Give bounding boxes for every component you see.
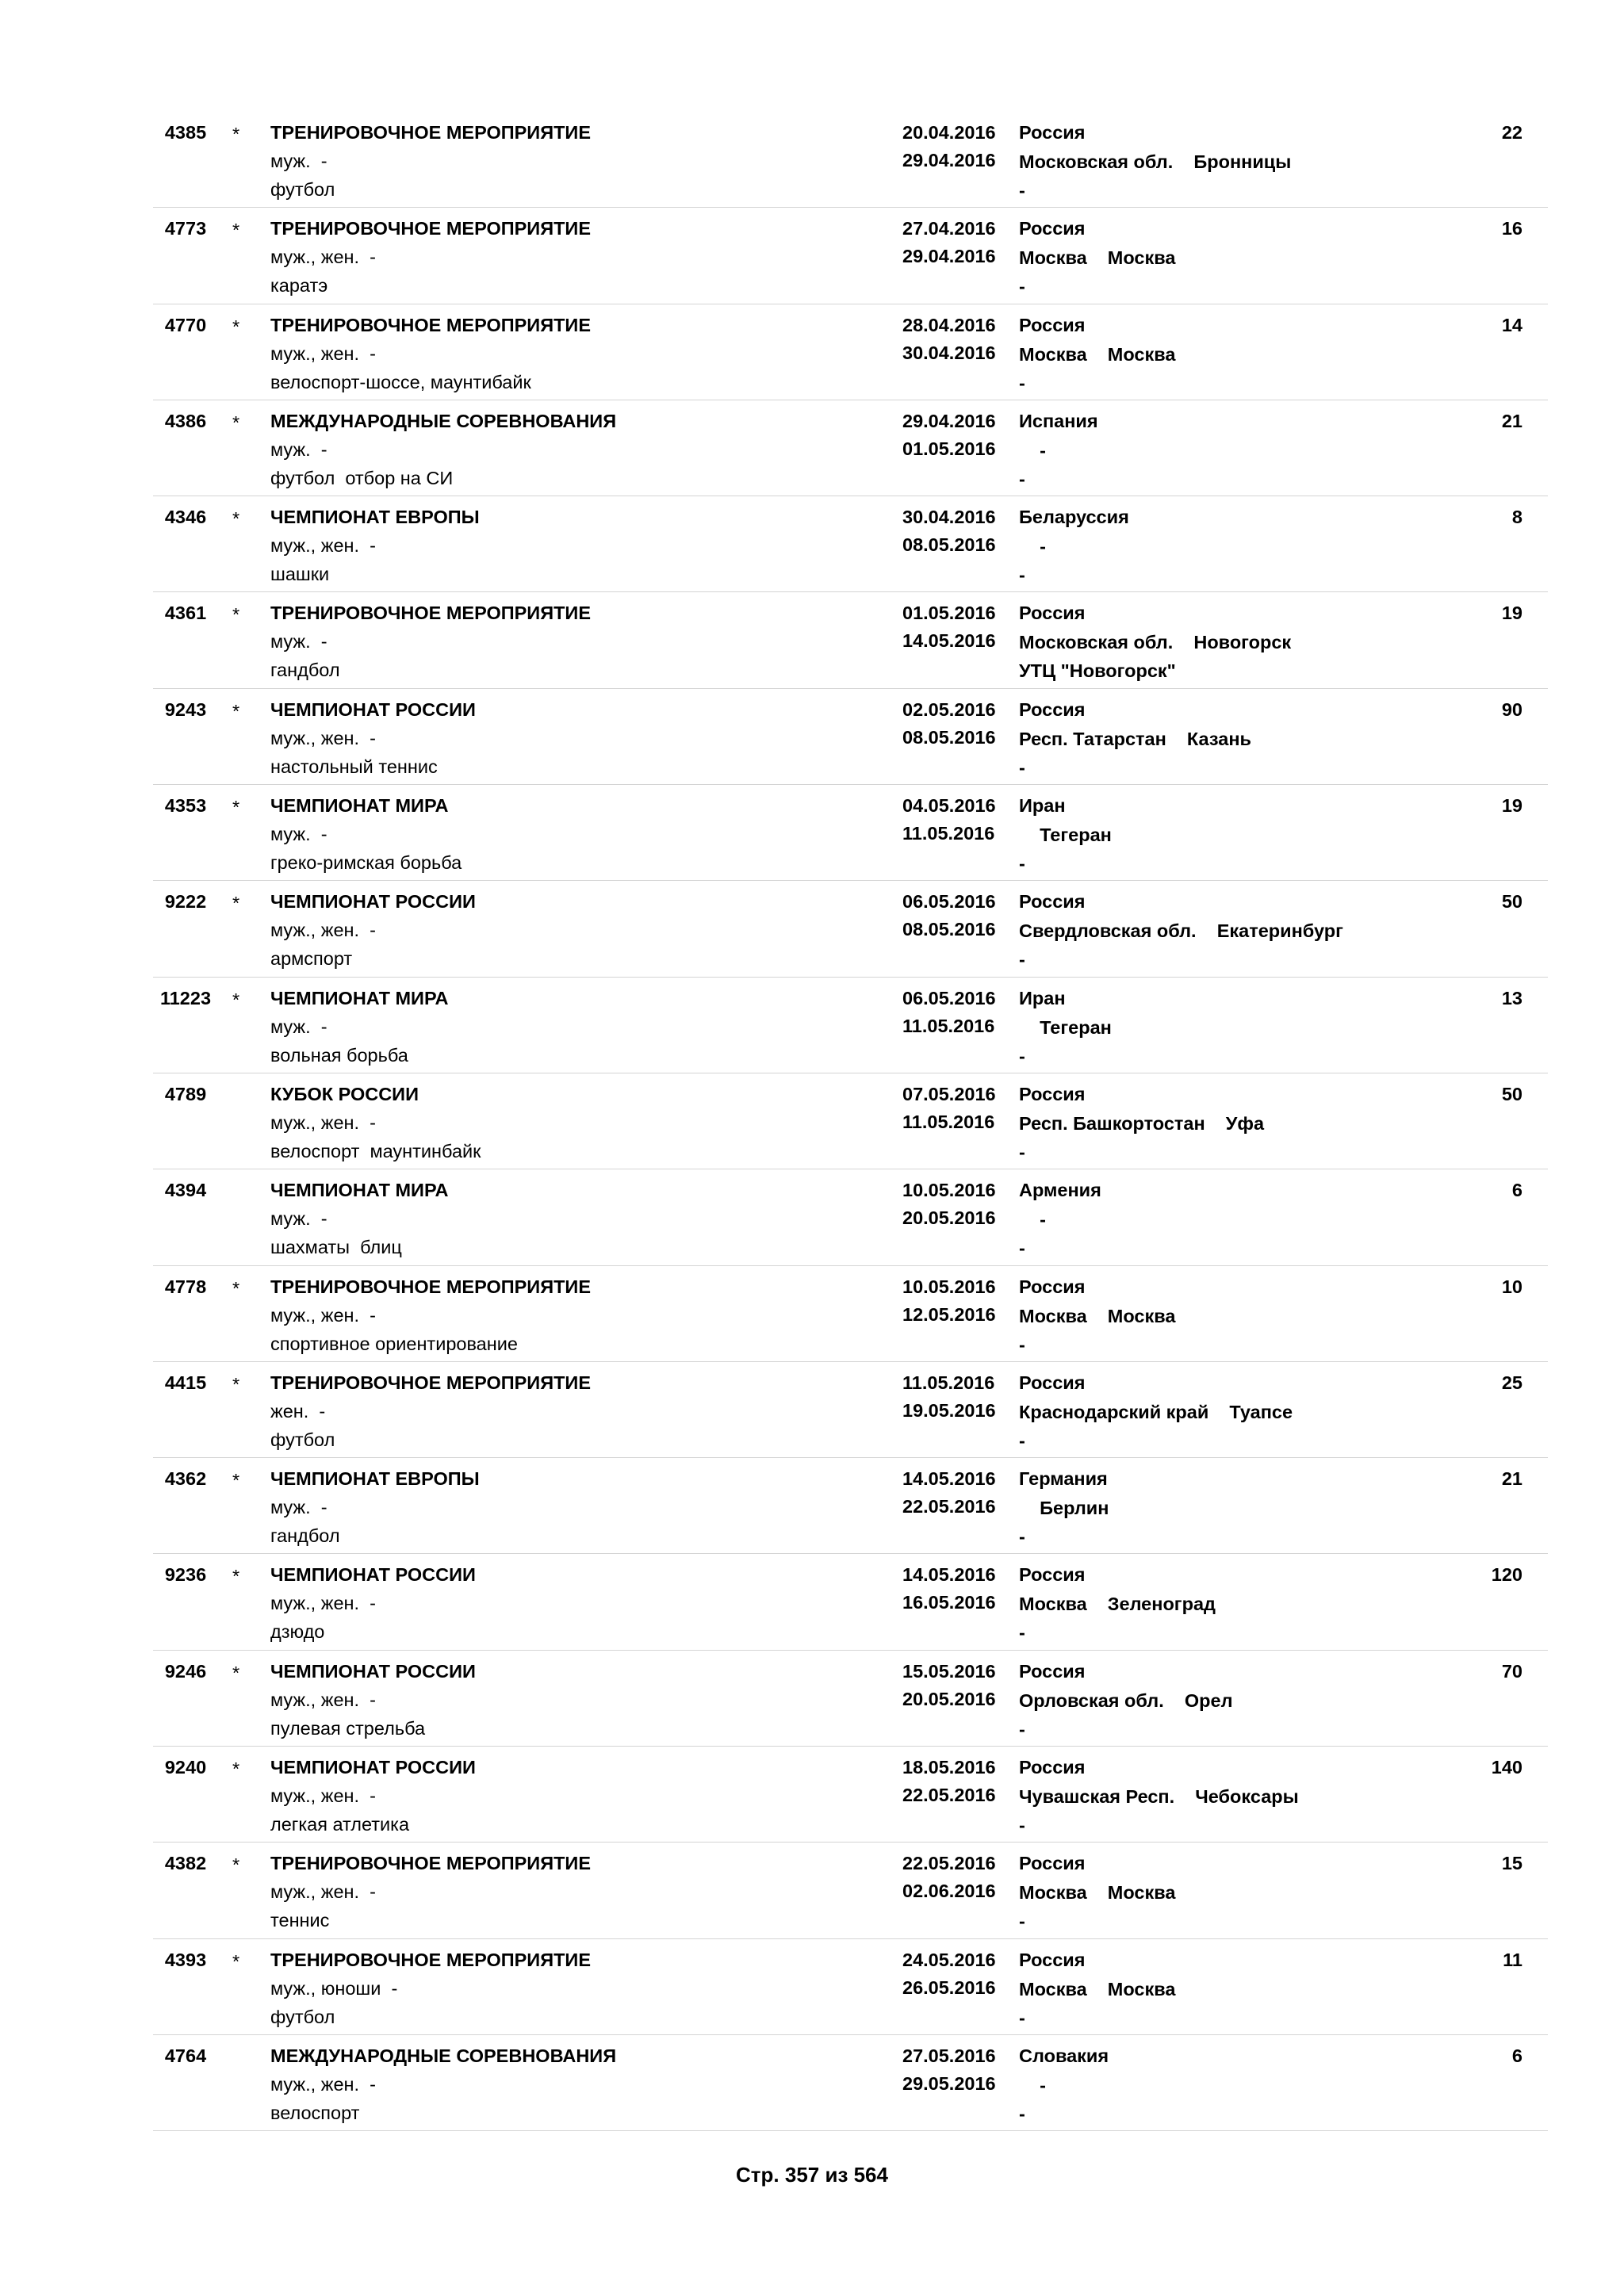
- event-sport: теннис: [270, 1910, 330, 1931]
- participant-count: 70: [1501, 1660, 1522, 1682]
- star-mark: *: [232, 124, 240, 144]
- date-start: 10.05.2016: [902, 1276, 996, 1297]
- date-start: 10.05.2016: [902, 1180, 996, 1201]
- star-mark: *: [232, 893, 240, 914]
- event-region: Респ. Татарстан Казань: [1019, 728, 1251, 749]
- event-venue: -: [1019, 1526, 1025, 1548]
- date-start: 27.04.2016: [902, 218, 996, 239]
- participant-count: 140: [1491, 1757, 1522, 1778]
- participant-count: 50: [1501, 891, 1522, 913]
- date-start: 20.04.2016: [902, 122, 996, 143]
- event-row: [153, 304, 1548, 400]
- date-end: 19.05.2016: [902, 1399, 996, 1421]
- event-region: Москва Москва: [1019, 343, 1176, 365]
- event-country: Россия: [1019, 314, 1086, 335]
- event-sport: вольная борьба: [270, 1044, 408, 1066]
- event-sex: муж., жен. -: [270, 1785, 376, 1807]
- event-id: 9236: [164, 1564, 207, 1586]
- date-end: 16.05.2016: [902, 1592, 996, 1613]
- event-sex: муж., жен. -: [270, 1112, 376, 1133]
- event-title: ТРЕНИРОВОЧНОЕ МЕРОПРИЯТИЕ: [270, 1372, 591, 1393]
- event-row: [153, 592, 1548, 688]
- star-mark: *: [232, 1758, 240, 1780]
- date-start: 01.05.2016: [902, 603, 996, 624]
- event-sport: велоспорт-шоссе, маунтибайк: [270, 371, 531, 392]
- date-end: 01.05.2016: [902, 438, 996, 459]
- star-mark: *: [232, 604, 240, 626]
- event-id: 4764: [164, 2045, 207, 2066]
- event-id: 4385: [164, 122, 207, 143]
- event-country: Испания: [1019, 410, 1098, 431]
- date-end: 20.05.2016: [902, 1207, 996, 1229]
- event-country: Германия: [1019, 1468, 1108, 1490]
- event-row: [153, 400, 1548, 496]
- event-sex: муж., юноши -: [270, 1977, 398, 1999]
- participant-count: 8: [1511, 507, 1522, 528]
- event-sport: дзюдо: [270, 1621, 325, 1643]
- event-region: Берлин: [1019, 1498, 1109, 1519]
- star-mark: *: [232, 1277, 240, 1299]
- event-row: [153, 1169, 1548, 1265]
- date-start: 27.05.2016: [902, 2045, 996, 2066]
- event-sport: спортивное ориентирование: [270, 1333, 518, 1354]
- date-start: 06.05.2016: [902, 987, 996, 1008]
- event-region: Орловская обл. Орел: [1019, 1689, 1233, 1711]
- event-region: Тегеран: [1019, 825, 1112, 846]
- event-country: Россия: [1019, 603, 1086, 624]
- event-region: Чувашская Респ. Чебоксары: [1019, 1786, 1299, 1808]
- participant-count: 25: [1501, 1372, 1522, 1393]
- event-sport: футбол: [270, 1429, 335, 1450]
- event-title: МЕЖДУНАРОДНЫЕ СОРЕВНОВАНИЯ: [270, 410, 617, 431]
- event-venue: -: [1019, 853, 1025, 874]
- event-venue: -: [1019, 2103, 1025, 2124]
- star-mark: *: [232, 316, 240, 337]
- event-id: 11223: [159, 987, 212, 1008]
- date-start: 14.05.2016: [902, 1564, 996, 1586]
- event-title: ЧЕМПИОНАТ ЕВРОПЫ: [270, 507, 480, 528]
- date-end: 30.04.2016: [902, 342, 996, 363]
- event-row: [153, 1362, 1548, 1458]
- event-sex: муж., жен. -: [270, 247, 376, 268]
- event-row: [153, 689, 1548, 785]
- participant-count: 16: [1501, 218, 1522, 239]
- page-number: Стр. 357 из 564: [736, 2163, 888, 2187]
- event-venue: -: [1019, 1238, 1025, 1259]
- event-venue: -: [1019, 1718, 1025, 1739]
- event-title: ТРЕНИРОВОЧНОЕ МЕРОПРИЯТИЕ: [270, 1949, 591, 1970]
- star-mark: *: [232, 1854, 240, 1876]
- participant-count: 19: [1501, 603, 1522, 624]
- event-sex: муж., жен. -: [270, 1304, 376, 1326]
- event-row: [153, 1073, 1548, 1169]
- event-id: 9246: [164, 1660, 207, 1682]
- participant-count: 6: [1511, 2045, 1522, 2066]
- event-region: Москва Москва: [1019, 1305, 1176, 1326]
- event-title: ТРЕНИРОВОЧНОЕ МЕРОПРИЯТИЕ: [270, 314, 591, 335]
- event-country: Россия: [1019, 1949, 1086, 1970]
- event-region: -: [1019, 2074, 1046, 2095]
- event-id: 9222: [164, 891, 207, 913]
- event-country: Иран: [1019, 987, 1066, 1008]
- date-start: 30.04.2016: [902, 507, 996, 528]
- event-region: Москва Зеленоград: [1019, 1594, 1216, 1615]
- date-end: 08.05.2016: [902, 919, 996, 940]
- event-sport: армспорт: [270, 948, 353, 970]
- event-sex: муж. -: [270, 438, 327, 460]
- event-title: ЧЕМПИОНАТ РОССИИ: [270, 698, 476, 720]
- date-end: 22.05.2016: [902, 1785, 996, 1806]
- event-sport: велоспорт маунтинбайк: [270, 1140, 481, 1161]
- event-title: ЧЕМПИОНАТ РОССИИ: [270, 1757, 476, 1778]
- event-country: Россия: [1019, 1372, 1086, 1393]
- date-start: 22.05.2016: [902, 1853, 996, 1874]
- date-end: 22.05.2016: [902, 1496, 996, 1517]
- event-sex: муж., жен. -: [270, 727, 376, 748]
- event-title: ЧЕМПИОНАТ ЕВРОПЫ: [270, 1468, 480, 1490]
- event-venue: -: [1019, 1334, 1025, 1355]
- event-id: 4346: [164, 507, 207, 528]
- date-end: 08.05.2016: [902, 726, 996, 748]
- event-row: [153, 1554, 1548, 1650]
- event-region: -: [1019, 1209, 1046, 1230]
- date-end: 20.05.2016: [902, 1688, 996, 1709]
- event-venue: -: [1019, 949, 1025, 970]
- event-sex: муж., жен. -: [270, 2073, 376, 2095]
- event-sex: муж., жен. -: [270, 1593, 376, 1614]
- event-title: ТРЕНИРОВОЧНОЕ МЕРОПРИЯТИЕ: [270, 1853, 591, 1874]
- date-end: 26.05.2016: [902, 1976, 996, 1998]
- date-start: 11.05.2016: [902, 1372, 995, 1393]
- event-venue: -: [1019, 2007, 1025, 2028]
- event-venue: -: [1019, 1429, 1025, 1451]
- star-mark: *: [232, 1470, 240, 1491]
- event-region: Краснодарский край Туапсе: [1019, 1401, 1293, 1422]
- event-sport: каратэ: [270, 275, 328, 297]
- participant-count: 50: [1501, 1083, 1522, 1104]
- participant-count: 22: [1501, 122, 1522, 143]
- event-title: МЕЖДУНАРОДНЫЕ СОРЕВНОВАНИЯ: [270, 2045, 617, 2066]
- event-country: Россия: [1019, 218, 1086, 239]
- event-region: Респ. Башкортостан Уфа: [1019, 1112, 1265, 1134]
- event-title: ЧЕМПИОНАТ МИРА: [270, 795, 449, 817]
- event-id: 9243: [164, 698, 207, 720]
- event-row: [153, 112, 1548, 208]
- event-country: Россия: [1019, 1660, 1086, 1682]
- date-end: 11.05.2016: [902, 1015, 995, 1036]
- event-region: Свердловская обл. Екатеринбург: [1019, 920, 1343, 942]
- date-start: 28.04.2016: [902, 314, 996, 335]
- event-country: Россия: [1019, 122, 1086, 143]
- participant-count: 6: [1511, 1180, 1522, 1201]
- star-mark: *: [232, 1373, 240, 1395]
- event-id: 9240: [164, 1757, 207, 1778]
- event-id: 4382: [164, 1853, 207, 1874]
- event-sex: муж., жен. -: [270, 1689, 376, 1710]
- event-region: Московская обл. Новогорск: [1019, 632, 1292, 653]
- participant-count: 11: [1503, 1949, 1522, 1970]
- event-row: [153, 1458, 1548, 1554]
- event-id: 4789: [164, 1083, 207, 1104]
- date-end: 14.05.2016: [902, 630, 996, 652]
- event-sport: гандбол: [270, 1525, 340, 1547]
- participant-count: 10: [1501, 1276, 1522, 1297]
- event-sex: муж., жен. -: [270, 920, 376, 941]
- event-row: [153, 2035, 1548, 2131]
- event-sex: муж., жен. -: [270, 342, 376, 364]
- event-sex: жен. -: [270, 1400, 326, 1422]
- event-row: [153, 785, 1548, 881]
- event-sport: шахматы блиц: [270, 1237, 402, 1258]
- date-end: 29.04.2016: [902, 150, 996, 170]
- event-sport: настольный теннис: [270, 756, 438, 777]
- event-title: ТРЕНИРОВОЧНОЕ МЕРОПРИЯТИЕ: [270, 122, 591, 143]
- event-title: ЧЕМПИОНАТ РОССИИ: [270, 891, 476, 913]
- event-sport: шашки: [270, 564, 330, 585]
- participant-count: 19: [1501, 795, 1522, 817]
- date-end: 08.05.2016: [902, 534, 996, 556]
- event-sport: гандбол: [270, 660, 340, 681]
- date-start: 29.04.2016: [902, 410, 996, 431]
- event-region: -: [1019, 439, 1046, 461]
- event-id: 4415: [164, 1372, 207, 1393]
- event-id: 4393: [164, 1949, 207, 1970]
- event-sex: муж. -: [270, 1497, 327, 1518]
- event-region: Московская обл. Бронницы: [1019, 151, 1292, 172]
- event-sport: греко-римская борьба: [270, 852, 462, 874]
- event-row: [153, 881, 1548, 977]
- event-id: 4394: [164, 1180, 207, 1201]
- event-region: Москва Москва: [1019, 247, 1176, 269]
- event-region: Москва Москва: [1019, 1882, 1176, 1904]
- event-row: [153, 1651, 1548, 1747]
- date-start: 04.05.2016: [902, 795, 996, 817]
- event-sex: муж. -: [270, 824, 327, 845]
- date-start: 24.05.2016: [902, 1949, 996, 1970]
- event-sex: муж. -: [270, 631, 327, 652]
- events-table: [153, 112, 1548, 2131]
- date-start: 14.05.2016: [902, 1468, 996, 1490]
- event-country: Армения: [1019, 1180, 1101, 1201]
- event-region: Тегеран: [1019, 1016, 1112, 1038]
- date-end: 29.04.2016: [902, 246, 996, 267]
- star-mark: *: [232, 700, 240, 721]
- date-end: 12.05.2016: [902, 1303, 996, 1325]
- participant-count: 21: [1501, 1468, 1522, 1490]
- date-start: 02.05.2016: [902, 698, 996, 720]
- star-mark: *: [232, 411, 240, 433]
- event-sport: пулевая стрельба: [270, 1717, 426, 1739]
- event-sport: футбол отбор на СИ: [270, 467, 454, 488]
- event-sex: муж. -: [270, 151, 327, 171]
- star-mark: *: [232, 989, 240, 1010]
- participant-count: 14: [1501, 314, 1522, 335]
- participant-count: 120: [1491, 1564, 1522, 1586]
- event-country: Россия: [1019, 891, 1086, 913]
- date-end: 11.05.2016: [902, 1111, 995, 1132]
- event-id: 4770: [164, 314, 207, 335]
- event-venue: -: [1019, 1141, 1025, 1162]
- event-row: [153, 1939, 1548, 2035]
- event-venue: -: [1019, 276, 1025, 297]
- participant-count: 13: [1501, 987, 1522, 1008]
- event-sex: муж. -: [270, 1208, 327, 1230]
- event-row: [153, 496, 1548, 592]
- event-sex: муж., жен. -: [270, 1881, 376, 1903]
- event-country: Иран: [1019, 795, 1066, 817]
- participant-count: 15: [1501, 1853, 1522, 1874]
- event-country: Россия: [1019, 1757, 1086, 1778]
- date-end: 11.05.2016: [902, 823, 995, 844]
- star-mark: *: [232, 797, 240, 818]
- event-country: Россия: [1019, 1276, 1086, 1297]
- event-country: Словакия: [1019, 2045, 1109, 2066]
- event-id: 4386: [164, 410, 207, 431]
- event-row: [153, 978, 1548, 1073]
- event-title: ТРЕНИРОВОЧНОЕ МЕРОПРИЯТИЕ: [270, 1276, 591, 1297]
- event-title: ЧЕМПИОНАТ РОССИИ: [270, 1660, 476, 1682]
- date-start: 15.05.2016: [902, 1660, 996, 1682]
- event-id: 4362: [164, 1468, 207, 1490]
- date-start: 18.05.2016: [902, 1757, 996, 1778]
- event-sport: футбол: [270, 2006, 335, 2027]
- date-start: 07.05.2016: [902, 1083, 996, 1104]
- event-country: Россия: [1019, 1853, 1086, 1874]
- star-mark: *: [232, 220, 240, 241]
- star-mark: *: [232, 1566, 240, 1587]
- event-country: Россия: [1019, 1564, 1086, 1586]
- event-row: [153, 1266, 1548, 1362]
- event-country: Россия: [1019, 1083, 1086, 1104]
- event-title: КУБОК РОССИИ: [270, 1083, 419, 1104]
- event-title: ТРЕНИРОВОЧНОЕ МЕРОПРИЯТИЕ: [270, 603, 591, 624]
- date-end: 29.05.2016: [902, 2072, 996, 2094]
- event-venue: -: [1019, 1045, 1025, 1066]
- event-region: -: [1019, 536, 1046, 557]
- event-id: 4778: [164, 1276, 207, 1297]
- event-sex: муж., жен. -: [270, 535, 376, 557]
- event-region: Москва Москва: [1019, 1978, 1176, 1999]
- event-sport: легкая атлетика: [270, 1814, 410, 1835]
- event-title: ЧЕМПИОНАТ МИРА: [270, 987, 449, 1008]
- event-id: 4353: [164, 795, 207, 817]
- event-row: [153, 1843, 1548, 1938]
- event-title: ЧЕМПИОНАТ МИРА: [270, 1180, 449, 1201]
- event-id: 4773: [164, 218, 207, 239]
- event-sport: велоспорт: [270, 2102, 360, 2123]
- event-country: Беларуссия: [1019, 507, 1129, 528]
- event-venue: -: [1019, 756, 1025, 778]
- event-title: ТРЕНИРОВОЧНОЕ МЕРОПРИЯТИЕ: [270, 218, 591, 239]
- participant-count: 21: [1501, 410, 1522, 431]
- event-venue: -: [1019, 1622, 1025, 1644]
- event-country: Россия: [1019, 698, 1086, 720]
- event-venue: УТЦ "Новогорск": [1019, 660, 1176, 682]
- date-end: 02.06.2016: [902, 1881, 996, 1902]
- event-id: 4361: [164, 603, 207, 624]
- event-sport: футбол: [270, 179, 335, 200]
- event-sex: муж. -: [270, 1016, 327, 1037]
- star-mark: *: [232, 508, 240, 530]
- participant-count: 90: [1501, 698, 1522, 720]
- event-venue: -: [1019, 372, 1025, 393]
- date-start: 06.05.2016: [902, 891, 996, 913]
- star-mark: *: [232, 1662, 240, 1683]
- event-venue: -: [1019, 1911, 1025, 1932]
- event-venue: -: [1019, 180, 1025, 201]
- event-row: [153, 1747, 1548, 1843]
- event-row: [153, 208, 1548, 304]
- event-title: ЧЕМПИОНАТ РОССИИ: [270, 1564, 476, 1586]
- event-venue: -: [1019, 468, 1025, 489]
- event-venue: -: [1019, 1815, 1025, 1836]
- event-venue: -: [1019, 564, 1025, 586]
- star-mark: *: [232, 1950, 240, 1972]
